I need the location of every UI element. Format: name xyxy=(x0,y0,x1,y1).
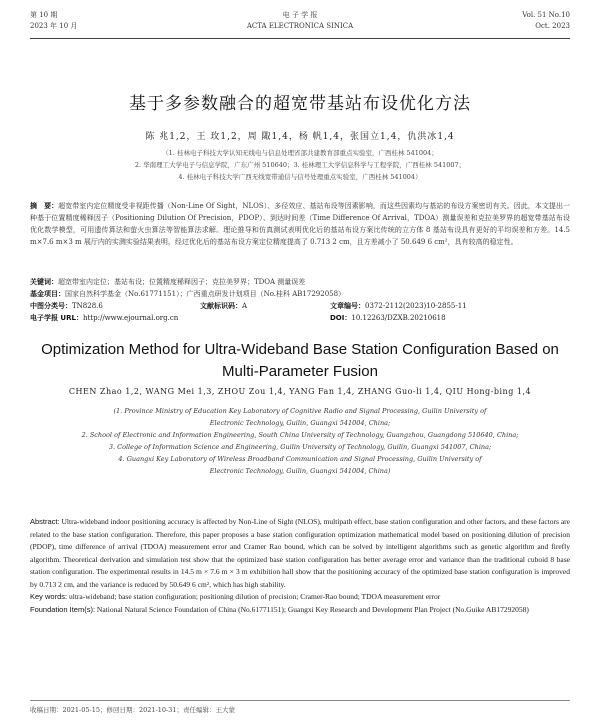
keywords-zh xyxy=(30,276,570,288)
abstract-zh xyxy=(30,200,570,248)
keywords-zh-text: 超宽带室内定位；基站布设；位置精度稀释因子；克拉美罗界；TDOA 测量误差 xyxy=(58,278,306,286)
header-center xyxy=(30,10,570,32)
url-label: 电子学报 URL： xyxy=(30,314,83,322)
fund-zh-label: 基金项目： xyxy=(30,290,65,298)
article-no-value: 0372-2112(2023)10-2855-11 xyxy=(365,302,467,310)
fund-zh-text: 国家自然科学基金（No.61771151）；广西重点研发计划项目（No.桂科 AB17292058） xyxy=(65,290,346,298)
affiliations-zh xyxy=(30,147,570,183)
clc-label: 中图分类号： xyxy=(30,302,72,310)
header-right xyxy=(522,10,570,32)
date-zh: 2023 年 10 月 xyxy=(30,22,78,30)
affil-zh-a: （1. 桂林电子科技大学认知无线电与信息处理省部共建教育部重点实验室，广西桂林 541004； xyxy=(162,149,438,157)
meta-row-1 xyxy=(30,301,570,312)
fund-en-text: National Natural Science Foundation of China (No.61771151); Guangxi Key Research and Development Plan Project (No.Guike AB17292058) xyxy=(96,604,529,614)
affil-en-4: 4. Guangxi Key Laboratory of Wireless Broadband Communication and Signal Processing, Guilin University of xyxy=(118,455,482,463)
keywords-zh-label: 关键词： xyxy=(30,278,58,286)
affil-en-2: 2. School of Electronic and Information Engineering, South China University of Technology, Guangzhou, Guangdong 510640, China; xyxy=(81,431,519,439)
doi-value[interactable]: 10.12263/DZXB.20210618 xyxy=(351,314,446,322)
affiliations-en xyxy=(30,405,570,477)
authors-en: CHEN Zhao 1,2, WANG Mei 1,3, ZHOU Zou 1,4, YANG Fan 1,4, ZHANG Guo-li 1,4, QIU Hong-bing 1,4 xyxy=(68,387,532,396)
clc-value: TN828.6 xyxy=(72,302,103,310)
journal-url[interactable]: http://www.ejournal.org.cn xyxy=(82,314,179,322)
affil-en-4b: Electronic Technology, Guilin, Guangxi 541004, China) xyxy=(209,467,391,475)
abstract-zh-text: 超宽带室内定位精度受非视距传播（Non-Line Of Sight，NLOS）、多径效应、基站布设等因素影响，而这些因素均与基站的布设方案密切有关。因此，本文提出一种基于位置精度稀释因子（Positioning Dilution Of Precision，PDOP）、到达时间差（Time Difference Of Arrival，TDOA）测量误差和克拉美罗界的超宽带基站布设优化数学模型，可用遗传算法和萤火虫算法等智能算法求解。理论推导和仿真测试表明优化后的基站布设方案比传统的立方体 8 基站布设具有更好的平均误差和方差。14.5 m×7.6 m×3 m 展厅内的实测实验结果表明，经过优化后的基站布设方案定位精度提高了 0.713 2 cm，且方差减小了 50.649 6 cm²，具有较高的稳定性。 xyxy=(30,202,570,246)
article-no-label: 文章编号： xyxy=(330,302,365,310)
volume: Vol. 51 No.10 xyxy=(522,11,570,19)
affil-en-1b: Electronic Technology, Guilin, Guangxi 541004, China; xyxy=(209,419,391,427)
issue-zh: 第 10 期 xyxy=(30,11,58,19)
keywords-en xyxy=(30,591,570,604)
abstract-zh-label: 摘 要： xyxy=(30,202,59,210)
journal-en: ACTA ELECTRONICA SINICA xyxy=(246,22,354,30)
abstract-en xyxy=(30,516,570,616)
authors-zh: 陈 兆1,2，王 玫1,2，周 陬1,4，杨 帆1,4，张国立1,4，仇洪冰1,4 xyxy=(145,132,455,142)
journal-zh: 电 子 学 报 xyxy=(282,11,318,19)
title-en: Optimization Method for Ultra-Wideband Base Station Configuration Based on Multi-Parameter Fusion xyxy=(41,341,559,380)
doc-code-value: A xyxy=(242,302,248,310)
abstract-en-para xyxy=(30,516,570,591)
affil-en-3: 3. College of Information Science and Engineering, Guilin University of Technology, Guilin, Guangxi 541007, China; xyxy=(108,443,492,451)
keywords-en-text: ultra-wideband; base station configuration; positioning dilution of precision; Cramer-Rao bound; TDOA measurement error xyxy=(68,592,441,601)
date-en: Oct. 2023 xyxy=(535,22,570,30)
affil-zh-b: 2. 华南理工大学电子与信息学院，广东广州 510640；3. 桂林理工大学信息科学与工程学院，广西桂林 541007； xyxy=(134,161,466,169)
title-zh: 基于多参数融合的超宽带基站布设优化方法 xyxy=(129,94,471,114)
fund-en-label: Foundation Item(s): xyxy=(30,604,96,614)
fund-zh xyxy=(30,288,570,300)
fund-en xyxy=(30,604,570,617)
keywords-en-label: Key words: xyxy=(30,592,68,601)
abstract-en-label: Abstract: xyxy=(30,517,60,526)
affil-en-1: (1. Province Ministry of Education Key Laboratory of Cognitive Radio and Signal Processing, Guilin University of xyxy=(113,407,487,415)
doi-label: DOI： xyxy=(330,314,352,322)
doc-code-label: 文献标识码： xyxy=(200,302,242,310)
meta-row-2 xyxy=(30,313,570,324)
page-header xyxy=(30,8,570,39)
abstract-en-text: Ultra-wideband indoor positioning accuracy is affected by Non-Line of Sight (NLOS), multipath effect, base station configuration and other factors, and these factors are related to the base station configuration. Therefore, this paper proposes a base station configuration optimization mathematical model based on positioning dilution of precision (PDOP), time difference of arrival (TDOA) measurement error and Cramer Rao bound, which can be solved by intelligent algorithms such as genetic algorithm and firefly algorithm. Theoretical derivation and simulation test show that the optimized base station configuration has better average error and variance than the traditional cuboid 8 base station configuration. The experimental results in 14.5 m × 7.6 m × 3 m exhibition hall show that the positioning accuracy of the optimized base station configuration is improved by 0.713 2 cm, and the variance is reduced by 50.649 6 cm², which has high stability. xyxy=(30,517,571,589)
affil-zh-c: 4. 桂林电子科技大学广西无线宽带通信与信号处理重点实验室，广西桂林 541004） xyxy=(178,173,422,181)
page-footer: 收稿日期：2021-05-15；修回日期：2021-10-31；责任编辑：王大蒙 xyxy=(30,700,570,714)
